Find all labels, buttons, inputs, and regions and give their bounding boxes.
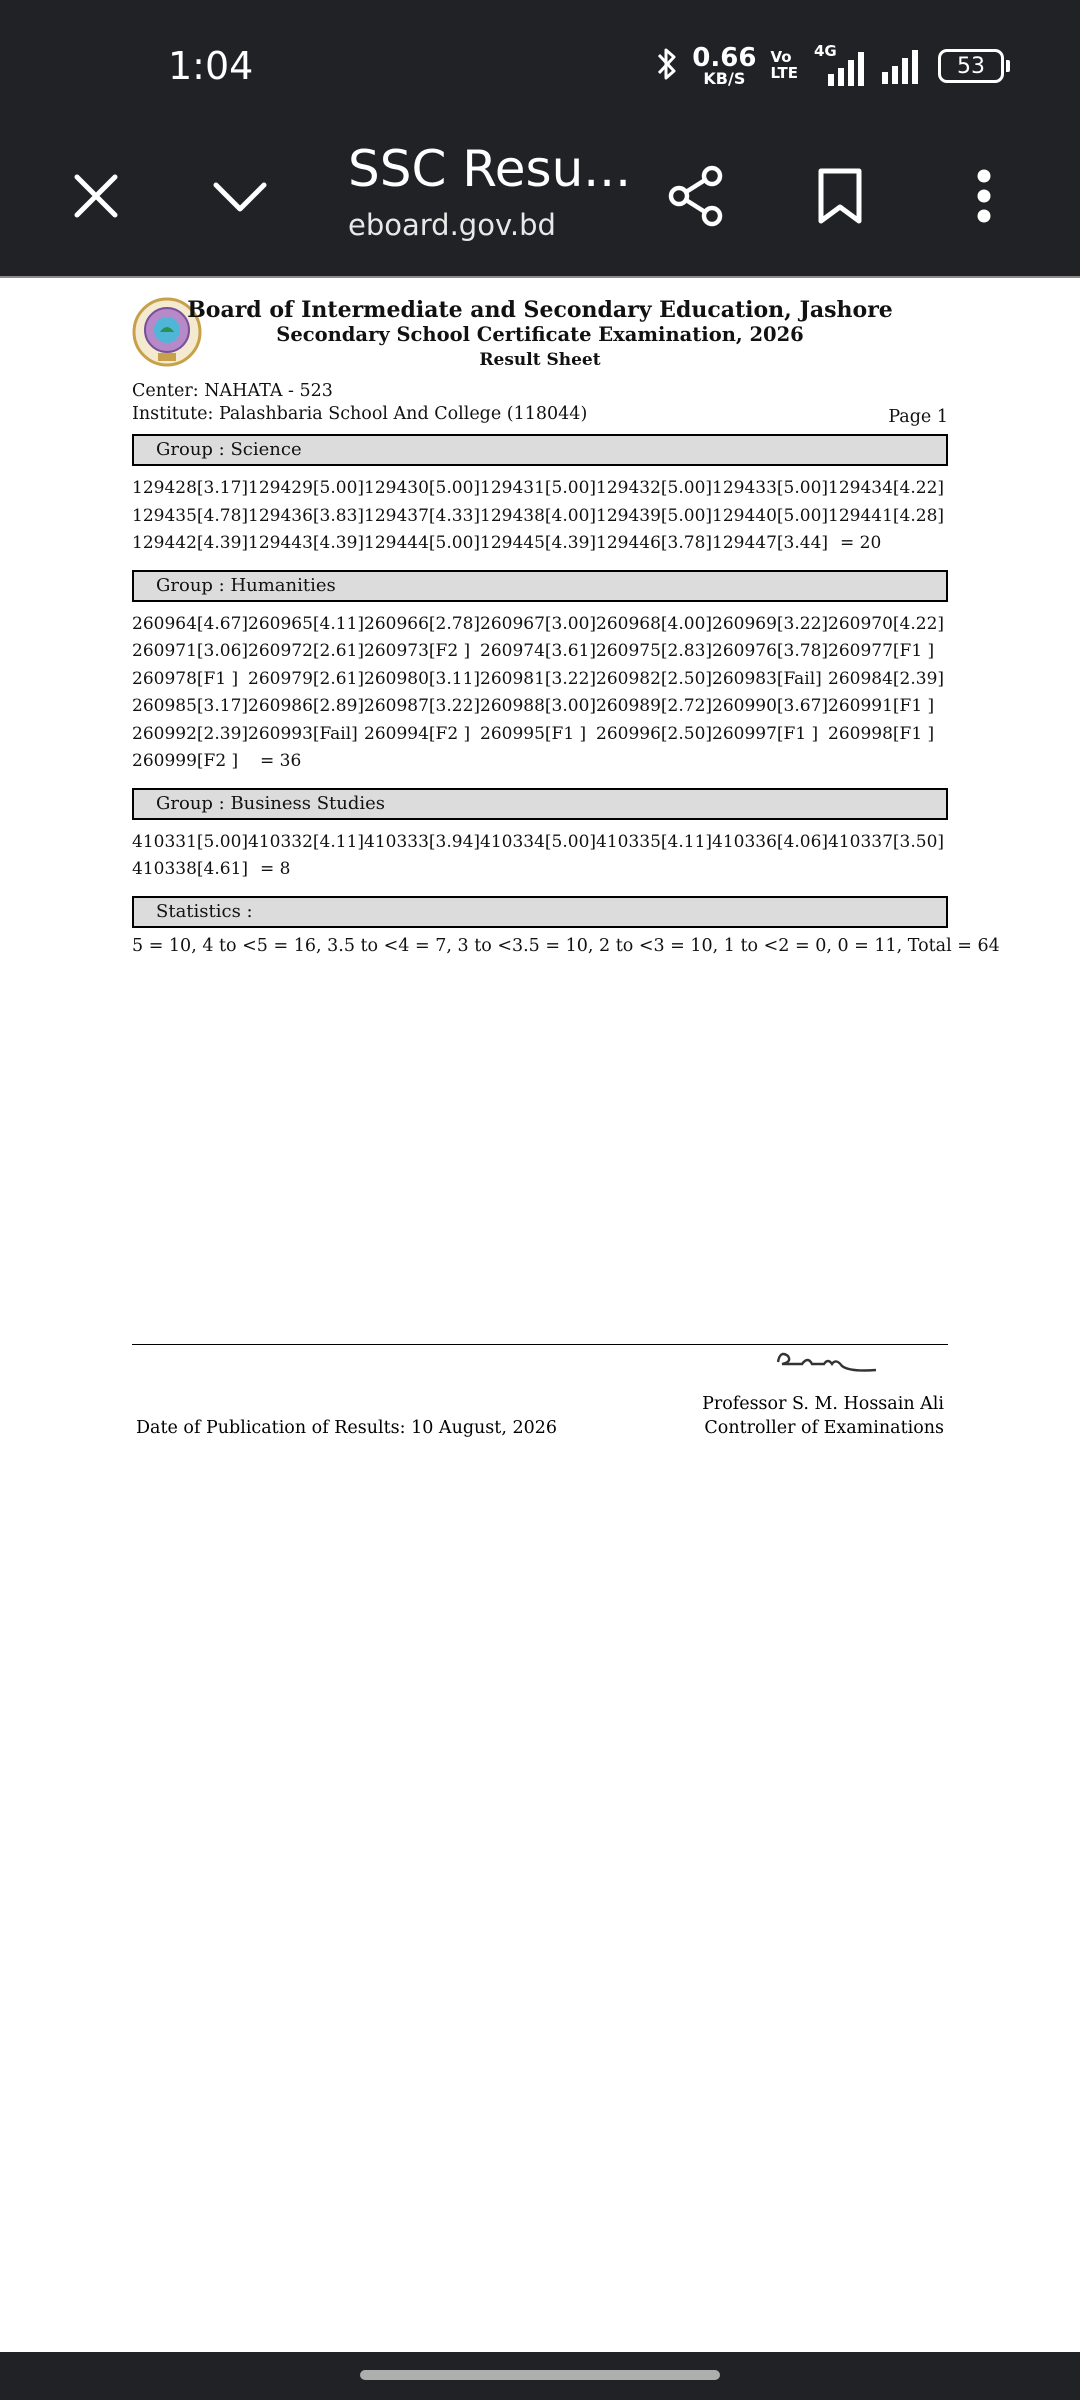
result-entry: 260977[F1 ] [828, 641, 935, 661]
clock: 1:04 [168, 44, 254, 88]
business-results [132, 829, 948, 884]
signal-sim2-icon [880, 44, 924, 89]
result-entry: 260986[2.89] [248, 696, 365, 716]
result-entry: 260966[2.78] [364, 613, 481, 634]
group-header-humanities: Group : Humanities [132, 570, 948, 602]
center-line: Center: NAHATA - 523 [132, 381, 333, 401]
network-type: 4G [814, 42, 837, 60]
result-entry: 410331[5.00] [132, 831, 249, 852]
chevron-down-icon [212, 179, 268, 218]
result-entry: 410338[4.61] [132, 859, 249, 879]
result-entry: 260988[3.00] [480, 696, 597, 716]
result-entry: 129439[5.00] [596, 505, 713, 526]
result-entry: 260997[F1 ] [712, 723, 819, 744]
status-icons [656, 44, 1004, 88]
result-entry: 260991[F1 ] [828, 696, 935, 716]
result-entry: 260969[3.22] [712, 613, 829, 634]
volte-top: Vo [770, 48, 792, 67]
result-entry: 260973[F2 ] [364, 641, 471, 661]
result-entry: 129432[5.00] [596, 478, 713, 498]
result-entry: 260990[3.67] [712, 696, 829, 716]
result-entry: 260970[4.22] [828, 613, 945, 634]
more-vert-icon [976, 168, 992, 229]
result-entry: 260987[3.22] [364, 696, 481, 716]
result-entry: 260994[F2 ] [364, 723, 471, 744]
result-entry: 129430[5.00] [364, 478, 481, 498]
result-entry: 410335[4.11] [596, 831, 713, 852]
result-sheet [132, 278, 1000, 956]
result-entry: 410334[5.00] [480, 831, 597, 852]
result-entry: 260983[Fail] [712, 668, 822, 689]
exam-name: Secondary School Certificate Examination, 2026 [276, 323, 804, 346]
result-entry: 129440[5.00] [712, 505, 829, 526]
home-gesture-handle[interactable] [360, 2370, 720, 2380]
result-entry: 260982[2.50] [596, 668, 713, 689]
result-entry: 260975[2.83] [596, 641, 713, 661]
page-number: Page 1 [888, 407, 948, 427]
statistics-text: 5 = 10, 4 to <5 = 16, 3.5 to <4 = 7, 3 to <3.5 = 10, 2 to <3 = 10, 1 to <2 = 0, 0 = 11, Total = 64 [132, 935, 1000, 956]
result-entry: 129429[5.00] [248, 478, 365, 498]
result-entry: 129434[4.22] [828, 478, 945, 498]
page-title[interactable]: SSC Resu... [348, 140, 631, 198]
result-entry: 410337[3.50] [828, 831, 945, 852]
share-icon [666, 165, 726, 232]
status-bar [0, 0, 1080, 120]
result-entry: 260979[2.61] [248, 668, 365, 689]
result-entry: 410333[3.94] [364, 831, 481, 852]
close-icon [73, 173, 119, 224]
result-entry: 260967[3.00] [480, 613, 597, 634]
bookmark-button[interactable] [800, 158, 880, 238]
result-entry: 129435[4.78] [132, 505, 249, 526]
network-speed [692, 45, 756, 87]
result-entry: 410332[4.11] [248, 831, 365, 852]
result-entry: 260995[F1 ] [480, 723, 587, 744]
result-entry: 260974[3.61] [480, 641, 597, 661]
group-total: = 20 [840, 533, 882, 553]
result-entry: 129447[3.44] [712, 533, 829, 553]
page-url[interactable]: eboard.gov.bd [348, 208, 556, 242]
result-entry: 260976[3.78] [712, 641, 829, 661]
board-name: Board of Intermediate and Secondary Education, Jashore [187, 297, 893, 323]
result-entry: 129443[4.39] [248, 533, 365, 553]
group-header-business: Group : Business Studies [132, 788, 948, 820]
signal-sim1 [812, 42, 866, 86]
signatory [702, 1392, 944, 1440]
result-entry: 260968[4.00] [596, 613, 713, 634]
result-entry: 260971[3.06] [132, 641, 249, 661]
institute-line: Institute: Palashbaria School And College (118044) [132, 404, 588, 424]
result-entry: 260985[3.17] [132, 696, 249, 716]
signatory-title: Controller of Examinations [704, 1418, 944, 1438]
sheet-header [132, 278, 948, 380]
result-entry: 129445[4.39] [480, 533, 597, 553]
result-entry: 129437[4.33] [364, 505, 481, 526]
result-entry: 260984[2.39] [828, 668, 945, 689]
result-entry: 260996[2.50] [596, 723, 713, 744]
result-entry: 260980[3.11] [364, 668, 481, 689]
signature-image [772, 1346, 882, 1385]
result-entry: 260992[2.39] [132, 723, 249, 744]
result-entry: 129436[3.83] [248, 505, 365, 526]
signatory-name: Professor S. M. Hossain Ali [702, 1394, 944, 1414]
result-entry: 129431[5.00] [480, 478, 597, 498]
group-header-science: Group : Science [132, 434, 948, 466]
result-entry: 129446[3.78] [596, 533, 713, 553]
close-button[interactable] [56, 158, 136, 238]
network-speed-value: 0.66 [692, 43, 757, 73]
result-entry: 129438[4.00] [480, 505, 597, 526]
group-total: = 36 [260, 751, 302, 771]
result-entry: 410336[4.06] [712, 831, 829, 852]
result-entry: 129433[5.00] [712, 478, 829, 498]
minimize-button[interactable] [200, 158, 280, 238]
network-speed-unit: KB/S [703, 69, 746, 88]
result-entry: 260978[F1 ] [132, 668, 239, 689]
more-options-button[interactable] [944, 158, 1024, 238]
statistics-header: Statistics : [132, 896, 948, 928]
result-entry: 260964[4.67] [132, 613, 249, 634]
bookmark-icon [817, 167, 863, 230]
browser-toolbar [0, 120, 1080, 278]
result-entry: 260981[3.22] [480, 668, 597, 689]
navigation-bar [0, 2352, 1080, 2400]
result-entry: 260989[2.72] [596, 696, 713, 716]
humanities-results [132, 611, 948, 776]
result-entry: 129428[3.17] [132, 478, 249, 498]
publication-date: Date of Publication of Results: 10 August, 2026 [136, 1418, 557, 1438]
bluetooth-icon [656, 45, 678, 88]
result-entry: 260972[2.61] [248, 641, 365, 661]
result-entry: 260993[Fail] [248, 723, 358, 744]
result-entry: 129442[4.39] [132, 533, 249, 553]
signature-divider [132, 1344, 948, 1345]
sheet-title: Result Sheet [479, 350, 601, 370]
battery-level: 53 [957, 53, 985, 79]
result-entry: 260998[F1 ] [828, 723, 935, 744]
volte-bottom: LTE [770, 64, 798, 82]
result-entry: 129441[4.28] [828, 505, 945, 526]
result-entry: 129444[5.00] [364, 533, 481, 553]
battery-icon [938, 49, 1004, 83]
result-entry: 260999[F2 ] [132, 751, 239, 771]
volte-indicator [770, 50, 798, 82]
group-total: = 8 [260, 859, 291, 879]
result-entry: 260965[4.11] [248, 613, 365, 634]
center-info [132, 380, 948, 426]
share-button[interactable] [656, 158, 736, 238]
science-results [132, 475, 948, 558]
